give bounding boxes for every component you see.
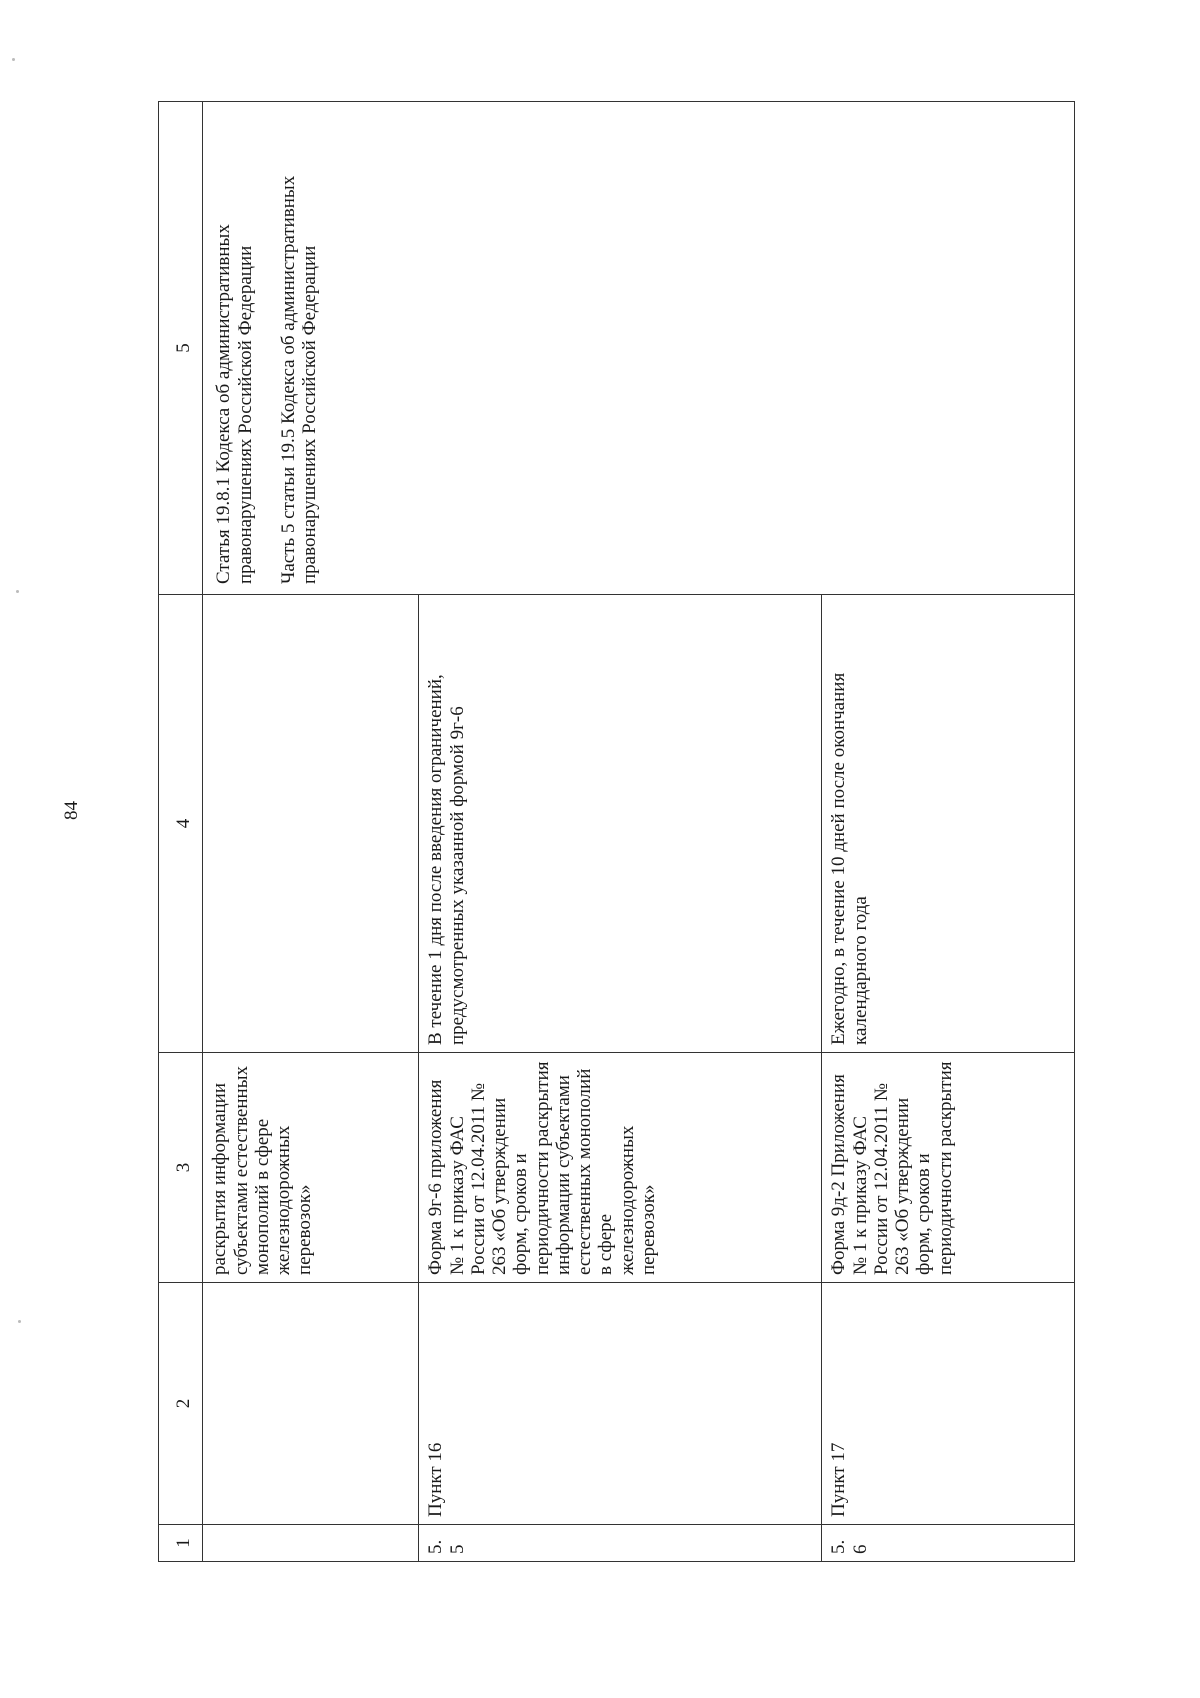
row-number-cell: 5.5: [419, 1525, 822, 1562]
scan-speck: [16, 590, 19, 593]
scan-speck: [18, 1320, 21, 1323]
item-cell: Пункт 17: [822, 1283, 1075, 1525]
header-row: [159, 102, 203, 1562]
item-cell: [203, 1283, 419, 1525]
liability-text: Часть 5 статьи 19.5 Кодекса об административных правонарушениях Российской Федерации: [277, 175, 321, 584]
form-cell: Форма 9г-6 приложения № 1 к приказу ФАС России от 12.04.2011 № 263 «Об утверждении форм, сроков и периодичности раскрытия информации субъектами естественных монополий в сфере железнодорожных перевозок»: [419, 1053, 822, 1283]
header-cell: 1: [159, 1525, 203, 1562]
row-number-cell: [203, 1525, 419, 1562]
row-number-cell: 5.6: [822, 1525, 1075, 1562]
liability-cell: [203, 102, 1075, 595]
header-cell: 5: [159, 102, 203, 595]
header-cell: 3: [159, 1053, 203, 1283]
form-cell: раскрытия информации субъектами естественных монополий в сфере железнодорожных перевозок»: [203, 1053, 419, 1283]
table-container: [158, 102, 1052, 1562]
disclosure-table: [158, 101, 1075, 1562]
header-cell: 4: [159, 595, 203, 1053]
scan-speck: [12, 58, 15, 61]
liability-text: Статья 19.8.1 Кодекса об административных правонарушениях Российской Федерации: [213, 224, 256, 584]
deadline-cell: Ежегодно, в течение 10 дней после окончания календарного года: [822, 595, 1075, 1053]
liability-gap: [256, 112, 278, 584]
deadline-cell: В течение 1 дня после введения ограничений, предусмотренных указанной формой 9г-6: [419, 595, 822, 1053]
table-row: [203, 102, 419, 1562]
page-number: 84: [61, 801, 82, 820]
form-cell: Форма 9д-2 Приложения № 1 к приказу ФАС России от 12.04.2011 № 263 «Об утверждении форм, сроков и периодичности раскрытия: [822, 1053, 1075, 1283]
deadline-cell: [203, 595, 419, 1053]
item-cell: Пункт 16: [419, 1283, 822, 1525]
header-cell: 2: [159, 1283, 203, 1525]
